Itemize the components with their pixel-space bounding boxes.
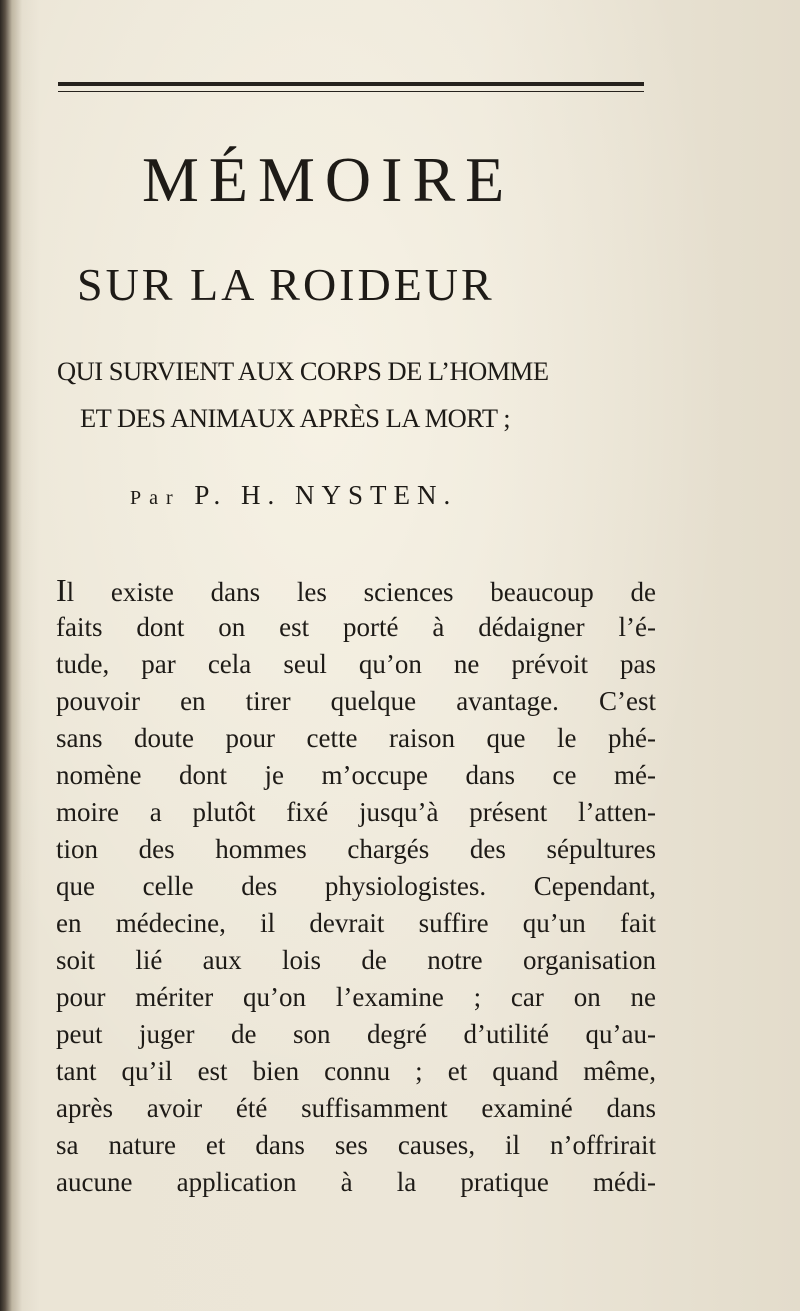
title-line-1: MÉMOIRE — [142, 144, 515, 215]
header-rule-thin — [58, 91, 644, 92]
binding-edge — [0, 0, 22, 1311]
body-line: Il existe dans les sciences beaucoup de — [56, 572, 656, 608]
header-rule-thick — [58, 82, 644, 86]
body-line: aucune application à la pratique médi- — [56, 1167, 656, 1197]
body-line: pour mériter qu’on l’examine ; car on ne — [56, 982, 656, 1012]
author-prefix: Par — [130, 487, 181, 509]
body-text — [56, 572, 656, 1201]
body-line: en médecine, il devrait suffire qu’un fait — [56, 908, 656, 938]
body-line: sans doute pour cette raison que le phé- — [56, 723, 656, 753]
body-line: après avoir été suffisamment examiné dans — [56, 1093, 656, 1123]
title-line-2: SUR LA ROIDEUR — [77, 259, 495, 310]
body-line: peut juger de son degré d’utilité qu’au- — [56, 1019, 656, 1049]
body-line: tion des hommes chargés des sépultures — [56, 834, 656, 864]
body-line: que celle des physiologistes. Cependant, — [56, 871, 656, 901]
body-line: nomène dont je m’occupe dans ce mé- — [56, 760, 656, 790]
author-byline — [130, 482, 457, 509]
subtitle-line-1: QUI SURVIENT AUX CORPS DE L’HOMME — [57, 356, 549, 386]
body-line: soit lié aux lois de notre organisation — [56, 945, 656, 975]
body-line: pouvoir en tirer quelque avantage. C’est — [56, 686, 656, 716]
author-name: P. H. NYSTEN. — [194, 480, 458, 510]
body-line: moire a plutôt fixé jusqu’à présent l’atten- — [56, 797, 656, 827]
subtitle-line-2: ET DES ANIMAUX APRÈS LA MORT ; — [80, 403, 511, 433]
body-line: tude, par cela seul qu’on ne prévoit pas — [56, 649, 656, 679]
body-line: faits dont on est porté à dédaigner l’é- — [56, 612, 656, 642]
body-line: sa nature et dans ses causes, il n’offrirait — [56, 1130, 656, 1160]
body-line: tant qu’il est bien connu ; et quand même, — [56, 1056, 656, 1086]
